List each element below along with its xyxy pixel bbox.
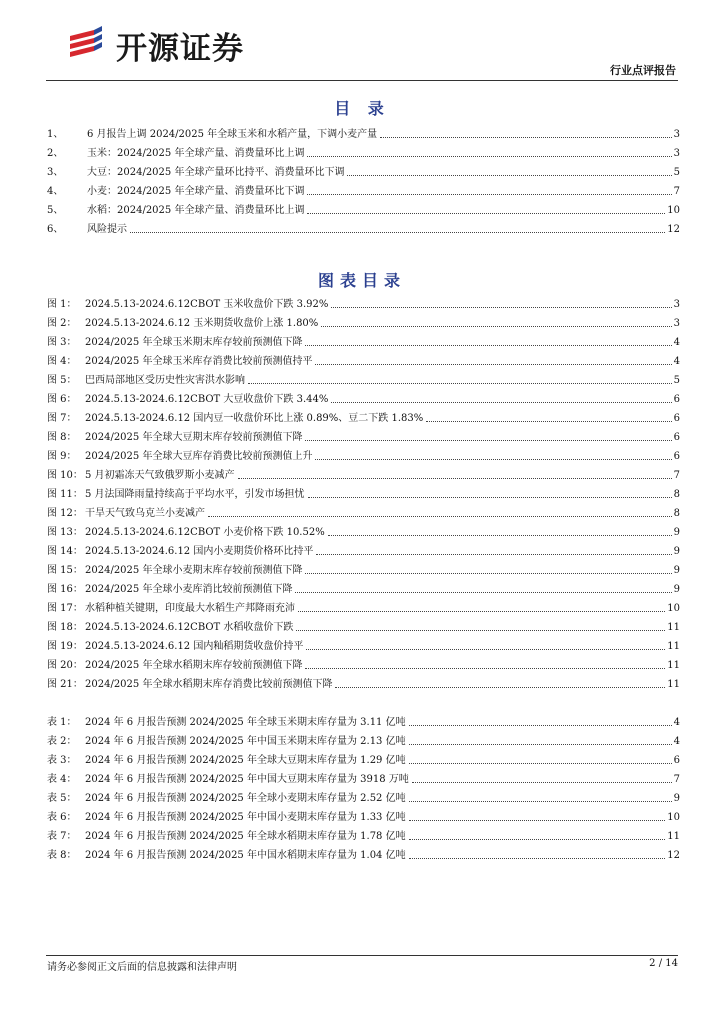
entry-number: 图 16：: [47, 584, 83, 595]
entry-page-number: 7: [673, 186, 680, 197]
entry-number: 图 10：: [47, 470, 83, 481]
figure-entry[interactable]: [47, 311, 680, 330]
page-number: 2 / 14: [649, 958, 678, 969]
figure-entry[interactable]: [47, 672, 680, 691]
dot-leader: [305, 668, 665, 669]
entry-title: 大豆：2024/2025 年全球产量环比持平、消费量环比下调: [87, 167, 345, 178]
entry-title: 2024/2025 年全球小麦库消比较前预测值下降: [85, 584, 293, 595]
figure-entry[interactable]: [47, 387, 680, 406]
entry-number: 图 9：: [47, 451, 77, 462]
table-entry[interactable]: [47, 843, 680, 862]
entry-title: 2024 年 6 月报告预测 2024/2025 年全球玉米期末库存量为 3.11 亿吨: [85, 717, 406, 728]
entry-title: 2024 年 6 月报告预测 2024/2025 年全球小麦期末库存量为 2.52 亿吨: [85, 793, 406, 804]
entry-number: 图 15：: [47, 565, 83, 576]
figure-entry[interactable]: [47, 653, 680, 672]
entry-title: 水稻种植关键期，印度最大水稻生产邦降雨充沛: [85, 603, 295, 614]
figure-entry[interactable]: [47, 482, 680, 501]
entry-title: 2024.5.13-2024.6.12 国内小麦期货价格环比持平: [85, 546, 314, 557]
table-entry[interactable]: [47, 824, 680, 843]
entry-title: 2024/2025 年全球水稻期末库存较前预测值下降: [85, 660, 303, 671]
entry-title: 2024/2025 年全球水稻期末库存消费比较前预测值下降: [85, 679, 333, 690]
entry-number: 图 7：: [47, 413, 77, 424]
entry-page-number: 4: [673, 736, 680, 747]
entry-page-number: 12: [667, 224, 680, 235]
dot-leader: [307, 194, 671, 195]
dot-leader: [130, 232, 665, 233]
entry-title: 干旱天气致乌克兰小麦减产: [85, 508, 205, 519]
dot-leader: [409, 858, 666, 859]
entry-title: 2024 年 6 月报告预测 2024/2025 年中国大豆期末库存量为 3918 万吨: [85, 774, 409, 785]
figure-entry[interactable]: [47, 558, 680, 577]
entry-number: 图 19：: [47, 641, 83, 652]
entry-page-number: 8: [673, 489, 680, 500]
entry-number: 1、: [47, 129, 64, 140]
entry-page-number: 8: [673, 508, 680, 519]
entry-number: 图 17：: [47, 603, 83, 614]
entry-title: 2024 年 6 月报告预测 2024/2025 年全球大豆期末库存量为 1.29 亿吨: [85, 755, 406, 766]
toc-entry[interactable]: [47, 160, 680, 179]
figure-entry[interactable]: [47, 615, 680, 634]
entry-page-number: 11: [667, 622, 680, 633]
dot-leader: [409, 801, 672, 802]
dot-leader: [409, 763, 672, 764]
entry-title: 2024/2025 年全球小麦期末库存较前预测值下降: [85, 565, 303, 576]
dot-leader: [305, 573, 671, 574]
entry-page-number: 11: [667, 641, 680, 652]
table-entry[interactable]: [47, 729, 680, 748]
dot-leader: [306, 649, 665, 650]
entry-title: 水稻：2024/2025 年全球产量、消费量环比上调: [87, 205, 305, 216]
entry-title: 6 月报告上调 2024/2025 年全球玉米和水稻产量，下调小麦产量: [87, 129, 378, 140]
figure-entry[interactable]: [47, 463, 680, 482]
entry-page-number: 10: [667, 603, 680, 614]
table-entry[interactable]: [47, 786, 680, 805]
dot-leader: [315, 364, 671, 365]
entry-number: 图 3：: [47, 337, 77, 348]
toc-entry[interactable]: [47, 122, 680, 141]
entry-number: 表 4：: [47, 774, 77, 785]
figure-entry[interactable]: [47, 425, 680, 444]
entry-page-number: 4: [673, 337, 680, 348]
entry-title: 2024 年 6 月报告预测 2024/2025 年全球水稻期末库存量为 1.78 亿吨: [85, 831, 406, 842]
entry-number: 图 2：: [47, 318, 77, 329]
entry-page-number: 4: [673, 717, 680, 728]
figure-entry[interactable]: [47, 292, 680, 311]
entry-page-number: 7: [673, 774, 680, 785]
entry-title: 2024/2025 年全球玉米库存消费比较前预测值持平: [85, 356, 313, 367]
entry-number: 图 21：: [47, 679, 83, 690]
entry-page-number: 5: [673, 167, 680, 178]
dot-leader: [316, 554, 671, 555]
entry-page-number: 5: [673, 375, 680, 386]
dot-leader: [208, 516, 672, 517]
entry-page-number: 6: [673, 432, 680, 443]
toc-entry[interactable]: [47, 217, 680, 236]
entry-title: 2024.5.13-2024.6.12 国内豆一收盘价环比上涨 0.89%、豆二下跌 1.83%: [85, 413, 424, 424]
entry-number: 表 3：: [47, 755, 77, 766]
entry-number: 表 8：: [47, 850, 77, 861]
page-header: [0, 0, 724, 84]
entry-number: 6、: [47, 224, 64, 235]
dot-leader: [296, 630, 665, 631]
entry-page-number: 3: [673, 129, 680, 140]
entry-number: 图 11：: [47, 489, 83, 500]
footer-disclaimer: 请务必参阅正文后面的信息披露和法律声明: [47, 962, 237, 973]
entry-title: 2024.5.13-2024.6.12 玉米期货收盘价上涨 1.80%: [85, 318, 319, 329]
figure-entry[interactable]: [47, 634, 680, 653]
entry-page-number: 6: [673, 451, 680, 462]
entry-title: 2024 年 6 月报告预测 2024/2025 年中国水稻期末库存量为 1.04 亿吨: [85, 850, 406, 861]
entry-title: 5 月法国降雨量持续高于平均水平，引发市场担忧: [85, 489, 305, 500]
entry-page-number: 9: [673, 584, 680, 595]
dot-leader: [305, 345, 671, 346]
entry-number: 表 5：: [47, 793, 77, 804]
entry-number: 图 6：: [47, 394, 77, 405]
entry-number: 4、: [47, 186, 64, 197]
entry-number: 表 1：: [47, 717, 77, 728]
toc-entry[interactable]: [47, 198, 680, 217]
entry-title: 2024/2025 年全球大豆库存消费比较前预测值上升: [85, 451, 313, 462]
dot-leader: [298, 611, 665, 612]
figure-entry[interactable]: [47, 349, 680, 368]
entry-title: 2024 年 6 月报告预测 2024/2025 年中国玉米期末库存量为 2.13 亿吨: [85, 736, 406, 747]
entry-page-number: 12: [667, 850, 680, 861]
entry-title: 2024 年 6 月报告预测 2024/2025 年中国小麦期末库存量为 1.33 亿吨: [85, 812, 406, 823]
entry-page-number: 9: [673, 527, 680, 538]
entry-number: 图 14：: [47, 546, 83, 557]
figure-list: [47, 292, 680, 691]
figure-entry[interactable]: [47, 368, 680, 387]
entry-page-number: 9: [673, 565, 680, 576]
entry-title: 5 月初霜冻天气致俄罗斯小麦减产: [85, 470, 235, 481]
table-list: [47, 710, 680, 862]
entry-page-number: 3: [673, 148, 680, 159]
entry-number: 图 8：: [47, 432, 77, 443]
figure-entry[interactable]: [47, 501, 680, 520]
entry-page-number: 7: [673, 470, 680, 481]
dot-leader: [295, 592, 671, 593]
entry-number: 图 1：: [47, 299, 77, 310]
dot-leader: [308, 497, 672, 498]
entry-title: 玉米：2024/2025 年全球产量、消费量环比上调: [87, 148, 305, 159]
entry-title: 巴西局部地区受历史性灾害洪水影响: [85, 375, 245, 386]
entry-number: 3、: [47, 167, 64, 178]
dot-leader: [331, 402, 671, 403]
toc-entry[interactable]: [47, 179, 680, 198]
figure-entry[interactable]: [47, 596, 680, 615]
dot-leader: [347, 175, 671, 176]
entry-title: 2024/2025 年全球玉米期末库存较前预测值下降: [85, 337, 303, 348]
dot-leader: [307, 156, 671, 157]
table-entry[interactable]: [47, 805, 680, 824]
entry-page-number: 10: [667, 812, 680, 823]
dot-leader: [409, 839, 666, 840]
entry-number: 图 20：: [47, 660, 83, 671]
entry-number: 图 18：: [47, 622, 83, 633]
dot-leader: [238, 478, 672, 479]
table-entry[interactable]: [47, 748, 680, 767]
figure-entry[interactable]: [47, 444, 680, 463]
entry-number: 2、: [47, 148, 64, 159]
figure-entry[interactable]: [47, 406, 680, 425]
entry-number: 图 4：: [47, 356, 77, 367]
dot-leader: [426, 421, 671, 422]
table-entry[interactable]: [47, 767, 680, 786]
entry-page-number: 6: [673, 413, 680, 424]
entry-page-number: 6: [673, 755, 680, 766]
entry-page-number: 4: [673, 356, 680, 367]
dot-leader: [335, 687, 665, 688]
figure-entry[interactable]: [47, 577, 680, 596]
entry-page-number: 6: [673, 394, 680, 405]
dot-leader: [321, 326, 671, 327]
entry-page-number: 9: [673, 546, 680, 557]
entry-page-number: 10: [667, 205, 680, 216]
entry-page-number: 9: [673, 793, 680, 804]
entry-title: 2024.5.13-2024.6.12 国内籼稻期货收盘价持平: [85, 641, 304, 652]
dot-leader: [328, 535, 672, 536]
toc-title: 目 录: [334, 99, 390, 118]
dot-leader: [380, 137, 671, 138]
brand-name: 开源证券: [116, 31, 244, 67]
kaiyuan-logo-icon: [64, 22, 108, 66]
entry-title: 2024.5.13-2024.6.12CBOT 大豆收盘价下跌 3.44%: [85, 394, 329, 405]
entry-number: 表 7：: [47, 831, 77, 842]
entry-title: 风险提示: [87, 224, 127, 235]
footer-divider: [46, 955, 678, 956]
entry-page-number: 3: [673, 299, 680, 310]
table-entry[interactable]: [47, 710, 680, 729]
figures-toc-title: 图表目录: [317, 271, 406, 290]
dot-leader: [248, 383, 672, 384]
entry-title: 小麦：2024/2025 年全球产量、消费量环比下调: [87, 186, 305, 197]
entry-page-number: 3: [673, 318, 680, 329]
header-divider: [46, 80, 678, 81]
dot-leader: [305, 440, 671, 441]
figure-entry[interactable]: [47, 520, 680, 539]
toc-entry[interactable]: [47, 141, 680, 160]
entry-number: 图 13：: [47, 527, 83, 538]
entry-number: 表 2：: [47, 736, 77, 747]
entry-page-number: 11: [667, 831, 680, 842]
entry-number: 5、: [47, 205, 64, 216]
figure-entry[interactable]: [47, 539, 680, 558]
dot-leader: [409, 820, 666, 821]
dot-leader: [409, 725, 672, 726]
entry-number: 图 5：: [47, 375, 77, 386]
figure-entry[interactable]: [47, 330, 680, 349]
entry-number: 图 12：: [47, 508, 83, 519]
report-type: 行业点评报告: [610, 64, 676, 77]
dot-leader: [307, 213, 665, 214]
entry-title: 2024.5.13-2024.6.12CBOT 水稻收盘价下跌: [85, 622, 294, 633]
dot-leader: [331, 307, 671, 308]
dot-leader: [409, 744, 672, 745]
entry-title: 2024/2025 年全球大豆期末库存较前预测值下降: [85, 432, 303, 443]
entry-page-number: 11: [667, 660, 680, 671]
toc-section-list: [47, 122, 680, 236]
dot-leader: [315, 459, 671, 460]
entry-title: 2024.5.13-2024.6.12CBOT 玉米收盘价下跌 3.92%: [85, 299, 329, 310]
entry-number: 表 6：: [47, 812, 77, 823]
entry-page-number: 11: [667, 679, 680, 690]
entry-title: 2024.5.13-2024.6.12CBOT 小麦价格下跌 10.52%: [85, 527, 325, 538]
dot-leader: [412, 782, 672, 783]
